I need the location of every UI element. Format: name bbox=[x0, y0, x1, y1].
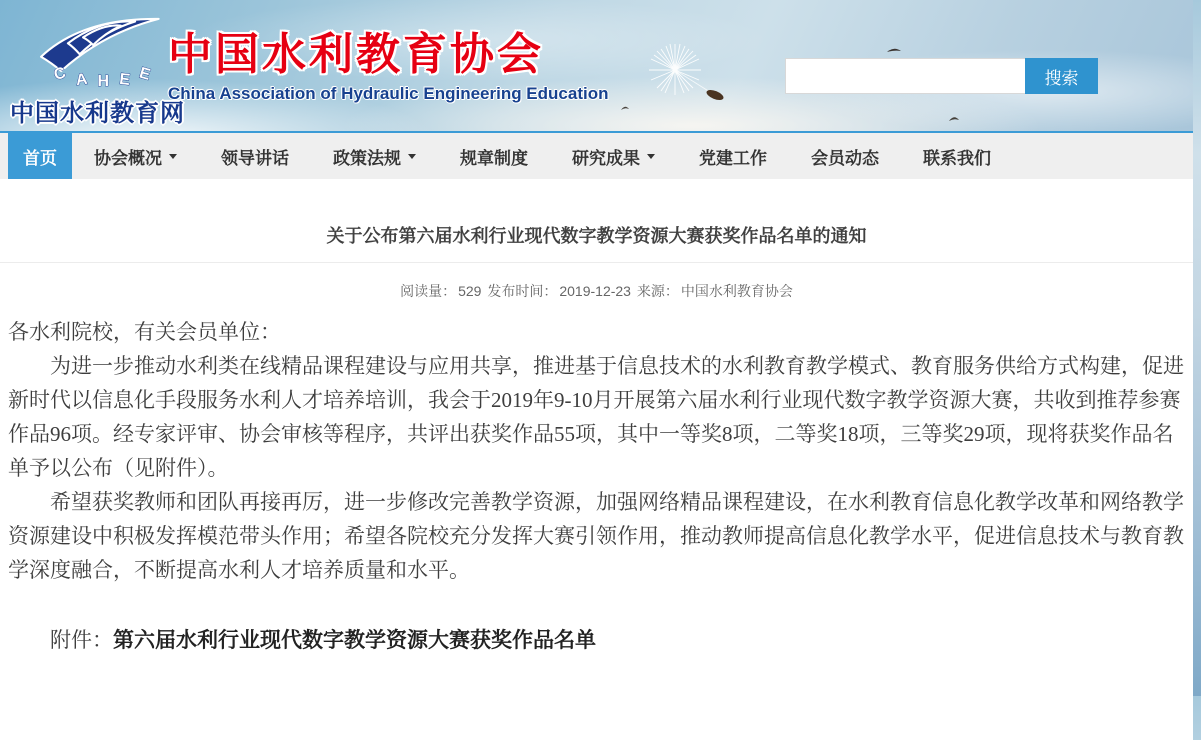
dandelion-decoration-icon bbox=[628, 22, 738, 117]
floating-seed-icon bbox=[620, 104, 630, 112]
publish-date: 2019-12-23 bbox=[559, 283, 631, 299]
nav-item-leader-speeches[interactable] bbox=[199, 133, 311, 179]
org-name-en: China Association of Hydraulic Engineering Education bbox=[168, 84, 609, 103]
nav-item-regulations[interactable] bbox=[438, 133, 550, 179]
nav-item-research[interactable] bbox=[550, 133, 677, 179]
search-input[interactable] bbox=[785, 58, 1025, 94]
nav-link-about[interactable] bbox=[80, 133, 191, 179]
chevron-down-icon bbox=[169, 154, 177, 159]
cahee-logo-icon[interactable] bbox=[36, 4, 162, 96]
org-name-cn: 中国水利教育协会 bbox=[168, 30, 544, 79]
site-name[interactable]: 中国水利教育网 bbox=[10, 100, 185, 127]
logo-letter: C bbox=[52, 64, 68, 84]
nav-link-member-news[interactable]: 会员动态 bbox=[811, 148, 879, 168]
attachment-label: 附件： bbox=[50, 628, 113, 652]
nav-item-member-news[interactable] bbox=[789, 133, 901, 179]
title-divider bbox=[0, 262, 1193, 263]
main-nav bbox=[0, 131, 1193, 179]
nav-link-contact[interactable]: 联系我们 bbox=[923, 148, 991, 168]
nav-label: 研究成果 bbox=[572, 148, 640, 168]
nav-item-about[interactable] bbox=[72, 133, 199, 179]
article-area bbox=[0, 225, 1193, 740]
logo-letter: A bbox=[74, 70, 89, 90]
chevron-down-icon bbox=[408, 154, 416, 159]
paragraph: 希望获奖教师和团队再接再厉，进一步修改完善教学资源，加强网络精品课程建设，在水利教育信息化教学改革和网络教学资源建设中积极发挥模范带头作用；希望各院校充分发挥大赛引领作用，推动教师提高信息化教学水平，促进信息技术与教育教学深度融合，不断提高水利人才培养质量和水平。 bbox=[8, 490, 1184, 582]
logo-letter: E bbox=[137, 64, 153, 84]
attachment-line bbox=[0, 623, 1193, 657]
nav-item-contact[interactable] bbox=[901, 133, 1013, 179]
site-header bbox=[0, 0, 1193, 131]
search-box bbox=[785, 58, 1098, 94]
views-label: 阅读量： bbox=[400, 283, 457, 299]
search-button[interactable]: 搜索 bbox=[1025, 58, 1098, 94]
nav-link-party-building[interactable]: 党建工作 bbox=[699, 148, 767, 168]
article-meta bbox=[0, 281, 1193, 301]
nav-item-policies[interactable] bbox=[311, 133, 438, 179]
views-count: 529 bbox=[458, 283, 482, 299]
article-title: 关于公布第六届水利行业现代数字教学资源大赛获奖作品名单的通知 bbox=[326, 226, 867, 246]
nav-link-policies[interactable] bbox=[319, 133, 430, 179]
floating-seed-icon bbox=[886, 46, 902, 56]
nav-link-leader-speeches[interactable]: 领导讲话 bbox=[221, 148, 289, 168]
nav-item-party-building[interactable] bbox=[677, 133, 789, 179]
chevron-down-icon bbox=[647, 154, 655, 159]
nav-link-research[interactable] bbox=[558, 133, 669, 179]
floating-seed-icon bbox=[948, 114, 960, 123]
publish-date-label: 发布时间： bbox=[487, 283, 558, 299]
attachment-link[interactable]: 第六届水利行业现代数字教学资源大赛获奖作品名单 bbox=[113, 628, 596, 652]
logo-letter: E bbox=[118, 70, 132, 90]
article-body bbox=[0, 315, 1193, 587]
paragraph: 为进一步推动水利类在线精品课程建设与应用共享，推进基于信息技术的水利教育教学模式、教育服务供给方式构建，促进新时代以信息化手段服务水利人才培养培训，我会于2019年9-10月开展第六届水利行业现代数字教学资源大赛，共收到推荐参赛作品96项。经专家评审、协会审核等程序，共评出获奖作品55项，其中一等奖8项，二等奖18项，三等奖29项，现将获奖作品名单予以公布（见附件）。 bbox=[8, 354, 1184, 480]
nav-label: 协会概况 bbox=[94, 148, 162, 168]
nav-link-regulations[interactable]: 规章制度 bbox=[460, 148, 528, 168]
nav-link-home[interactable]: 首页 bbox=[8, 133, 72, 179]
nav-label: 政策法规 bbox=[333, 148, 401, 168]
brand-block bbox=[168, 18, 608, 104]
source-label: 来源： bbox=[636, 283, 679, 299]
logo-letter: H bbox=[97, 73, 109, 91]
source-value: 中国水利教育协会 bbox=[680, 283, 793, 299]
nav-item-home[interactable] bbox=[8, 133, 72, 179]
salutation: 各水利院校，有关会员单位： bbox=[8, 320, 281, 344]
